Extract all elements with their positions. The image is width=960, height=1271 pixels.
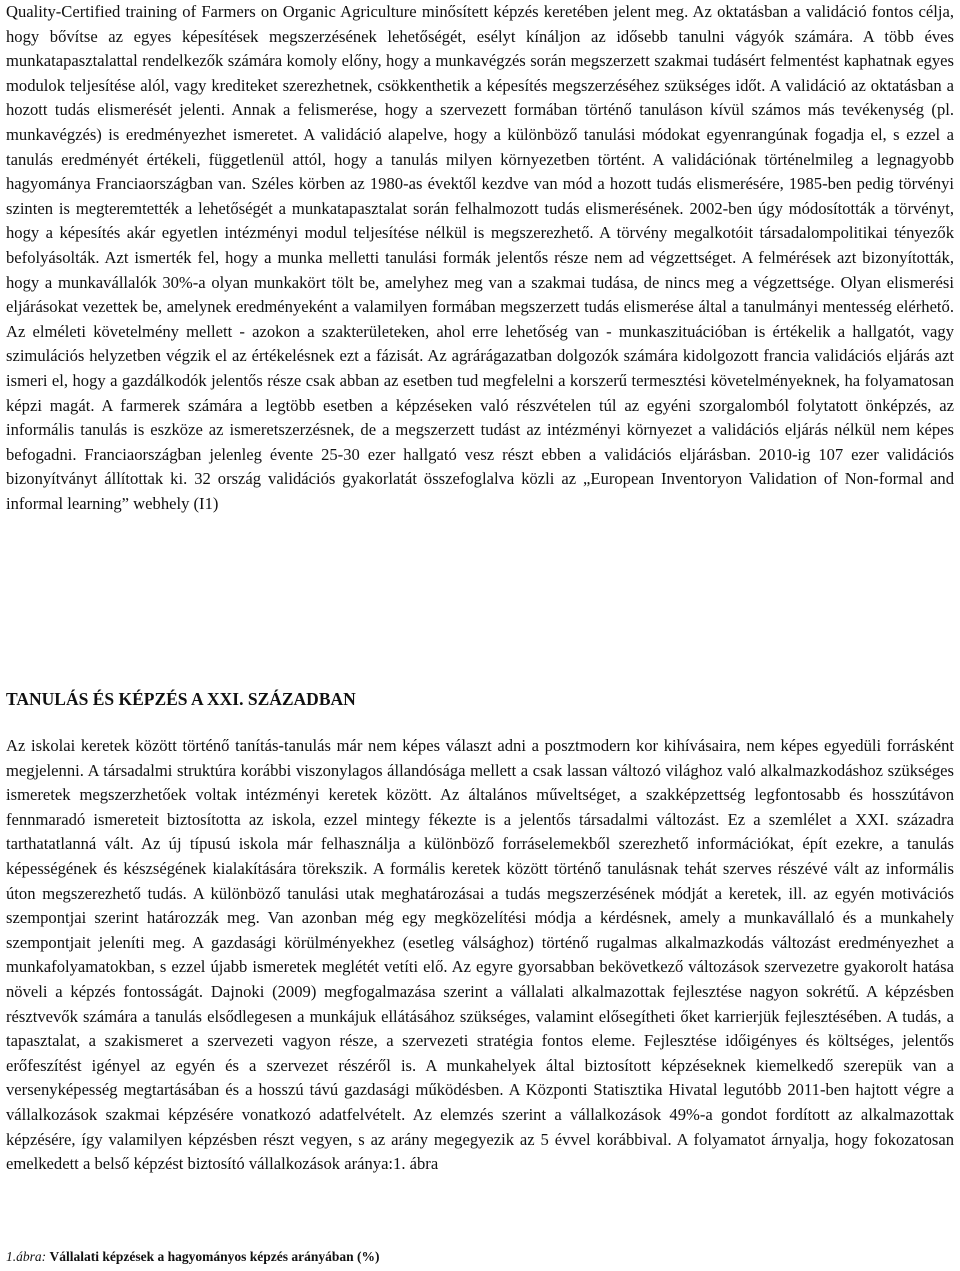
figure-caption-number: 1.ábra: — [6, 1249, 47, 1264]
figure-caption-title: Vállalati képzések a hagyományos képzés arányában (%) — [49, 1249, 380, 1264]
body-paragraph-validation: Quality-Certified training of Farmers on Organic Agriculture minősített képzés keretében jelent meg. Az oktatásban a validáció fontos célja, hogy bővítse az egyes képesítések megszerzésének lehetőségét, esélyt kínáljon az idősebb tanulni vágyók számára. A több éves munkatapasztalattal rendelkezők számára komoly előny, hogy a munkavégzés során megszerzett szakmai tudásért felmentést kaphatnak egyes modulok teljesítése alól, vagy krediteket szerezhetnek, csökkenthetik a képesítés megszerzéséhez szükséges időt. A validáció az oktatásban a hozott tudás elismerését jelenti. Annak a felismerése, hogy a szervezett formában történő tanuláson kívül számos más tevékenység (pl. munkavégzés) is eredményezhet ismeretet. A validáció alapelve, hogy a különböző tanulási módokat egyenrangúnak fogadja el, s ezzel a tanulás eredményét értékeli, függetlenül attól, hogy a tanulás milyen környezetben történt. A validációnak történelmileg a legnagyobb hagyománya Franciaországban van. Széles körben az 1980-as évektől kezdve van mód a hozott tudás elismerésére, 1985-ben pedig törvényi szinten is megteremtették a lehetőségét a munkatapasztalat során felhalmozott tudás elismerésének. 2002-ben úgy módosították a törvényt, hogy a képesítés akár egyetlen intézményi modul teljesítése nélkül is megszerezhető. A törvény megalkotóit társadalompolitikai tényezők befolyásolták. Azt ismerték fel, hogy a munka melletti tanulási formák jelentős része nem ad végzettséget. A felmérések azt bizonyították, hogy a munkavállalók 30%-a olyan munkakört tölt be, amelyhez meg van a szakmai tudása, de nincs meg a végzettsége. Olyan elismerési eljárásokat vezettek be, amelynek eredményeként a valamilyen formában megszerzett tudás elismerése által a tanulmányi mentesség elérhető. Az elméleti követelmény mellett - azokon a szakterületeken, ahol erre lehetőség van - munkaszituációban is értékelik a hallgatót, vagy szimulációs helyzetben végzik el az értékelésnek ezt a fázisát. Az agrárágazatban dolgozók számára kidolgozott francia validációs eljárás azt ismeri el, hogy a gazdálkodók jelentős része csak abban az esetben tud megfelelni a korszerű termesztési követelményeknek, ha folyamatosan képzi magát. A farmerek számára a legtöbb esetben a képzéseken való részvételen túl az egyéni szorgalomból folytatott önképzés, az informális tanulás is eszköze az ismeretszerzésnek, de a megszerzett tudást az intézményi környezet a validációs eljárás nélkül nem képes befogadni. Franciaországban jelenleg évente 25-30 ezer hallgató vesz részt ebben a validációs eljárásban. 2010-ig 107 ezer validációs bizonyítványt állítottak ki. 32 ország validációs gyakorlatát összefoglalva közli az „European Inventoryon Validation of Non-formal and informal learning” webhely (I1) — [6, 2, 954, 513]
section-heading: TANULÁS ÉS KÉPZÉS A XXI. SZÁZADBAN — [6, 689, 356, 709]
body-paragraph-learning-21st-century: Az iskolai keretek között történő tanítás-tanulás már nem képes választ adni a posztmodern kor kihívásaira, nem képes egyedüli forrásként megjelenni. A társadalmi struktúra korábbi viszonylagos állandósága mellett a csak lassan változó világhoz való alkalmazkodáshoz szükséges ismeretek megszerzhetőek voltak intézményi keretek között. Az általános műveltséget, a szakképzettség legfontosabb és hosszútávon fennmaradó ismereteit biztosította az iskola, ezzel mintegy fékezte is a jelentős társadalmi változást. Ez a szemlélet a XXI. századra tarthatatlanná vált. Az új típusú iskola már felhasználja a különböző forráselemekből szerezhető információkat, épít ezekre, a tanulás képességének és készségének kialakítására törekszik. A formális keretek között történő tanulásnak tehát szerves részévé vált az informális úton megszerezhető tudás. A különböző tanulási utak meghatározásai a tudás megszerzésének módját a keretek, ill. az egyén motivációs szempontjai szerint határozzák meg. Van azonban még egy megközelítési módja a kérdésnek, amely a munkavállaló és a munkahely szempontjait jeleníti meg. A gazdasági körülményekhez (esetleg válsághoz) történő rugalmas alkalmazkodás változást eredményezhet a munkafolyamatokban, s ezzel újabb ismeretek meglétét vetíti elő. Az egyre gyorsabban bekövetkező változások szervezetre gyakorolt hatása növeli a képzés fontosságát. Dajnoki (2009) megfogalmazása szerint a vállalati alkalmazottak fejlesztése nagyon sokrétű. A képzésben résztvevők számára a tanulás elsődlegesen a munkájuk ellátásához szükséges, valamint elősegítheti őket karrierjük fejlesztésében. A tudás, a tapasztalat, a szakismeret a szervezeti vagyon része, a szervezeti stratégia fontos eleme. Fejlesztése időigényes és költséges, jelentős erőfeszítést igényel az egyén és a szervezet részéről is. A munkahelyek által biztosított képzéseknek kiemelkedő szerepük van a versenyképesség megtartásában és a hosszú távú gazdasági működésben. A Központi Statisztika Hivatal legutóbb 2011-ben hajtott végre a vállalkozások szakmai képzésére vonatkozó adatfelvételt. Az elemzés szerint a vállalkozások 49%-a gondot fordított az alkalmazottak képzésére, így valamilyen képzésben részt vegyen, s az arány megegyezik az 5 évvel korábbival. A folyamatot árnyalja, hogy fokozatosan emelkedett a belső képzést biztosító vállalkozások aránya:1. ábra — [6, 736, 954, 1174]
figure-caption — [6, 1248, 380, 1266]
